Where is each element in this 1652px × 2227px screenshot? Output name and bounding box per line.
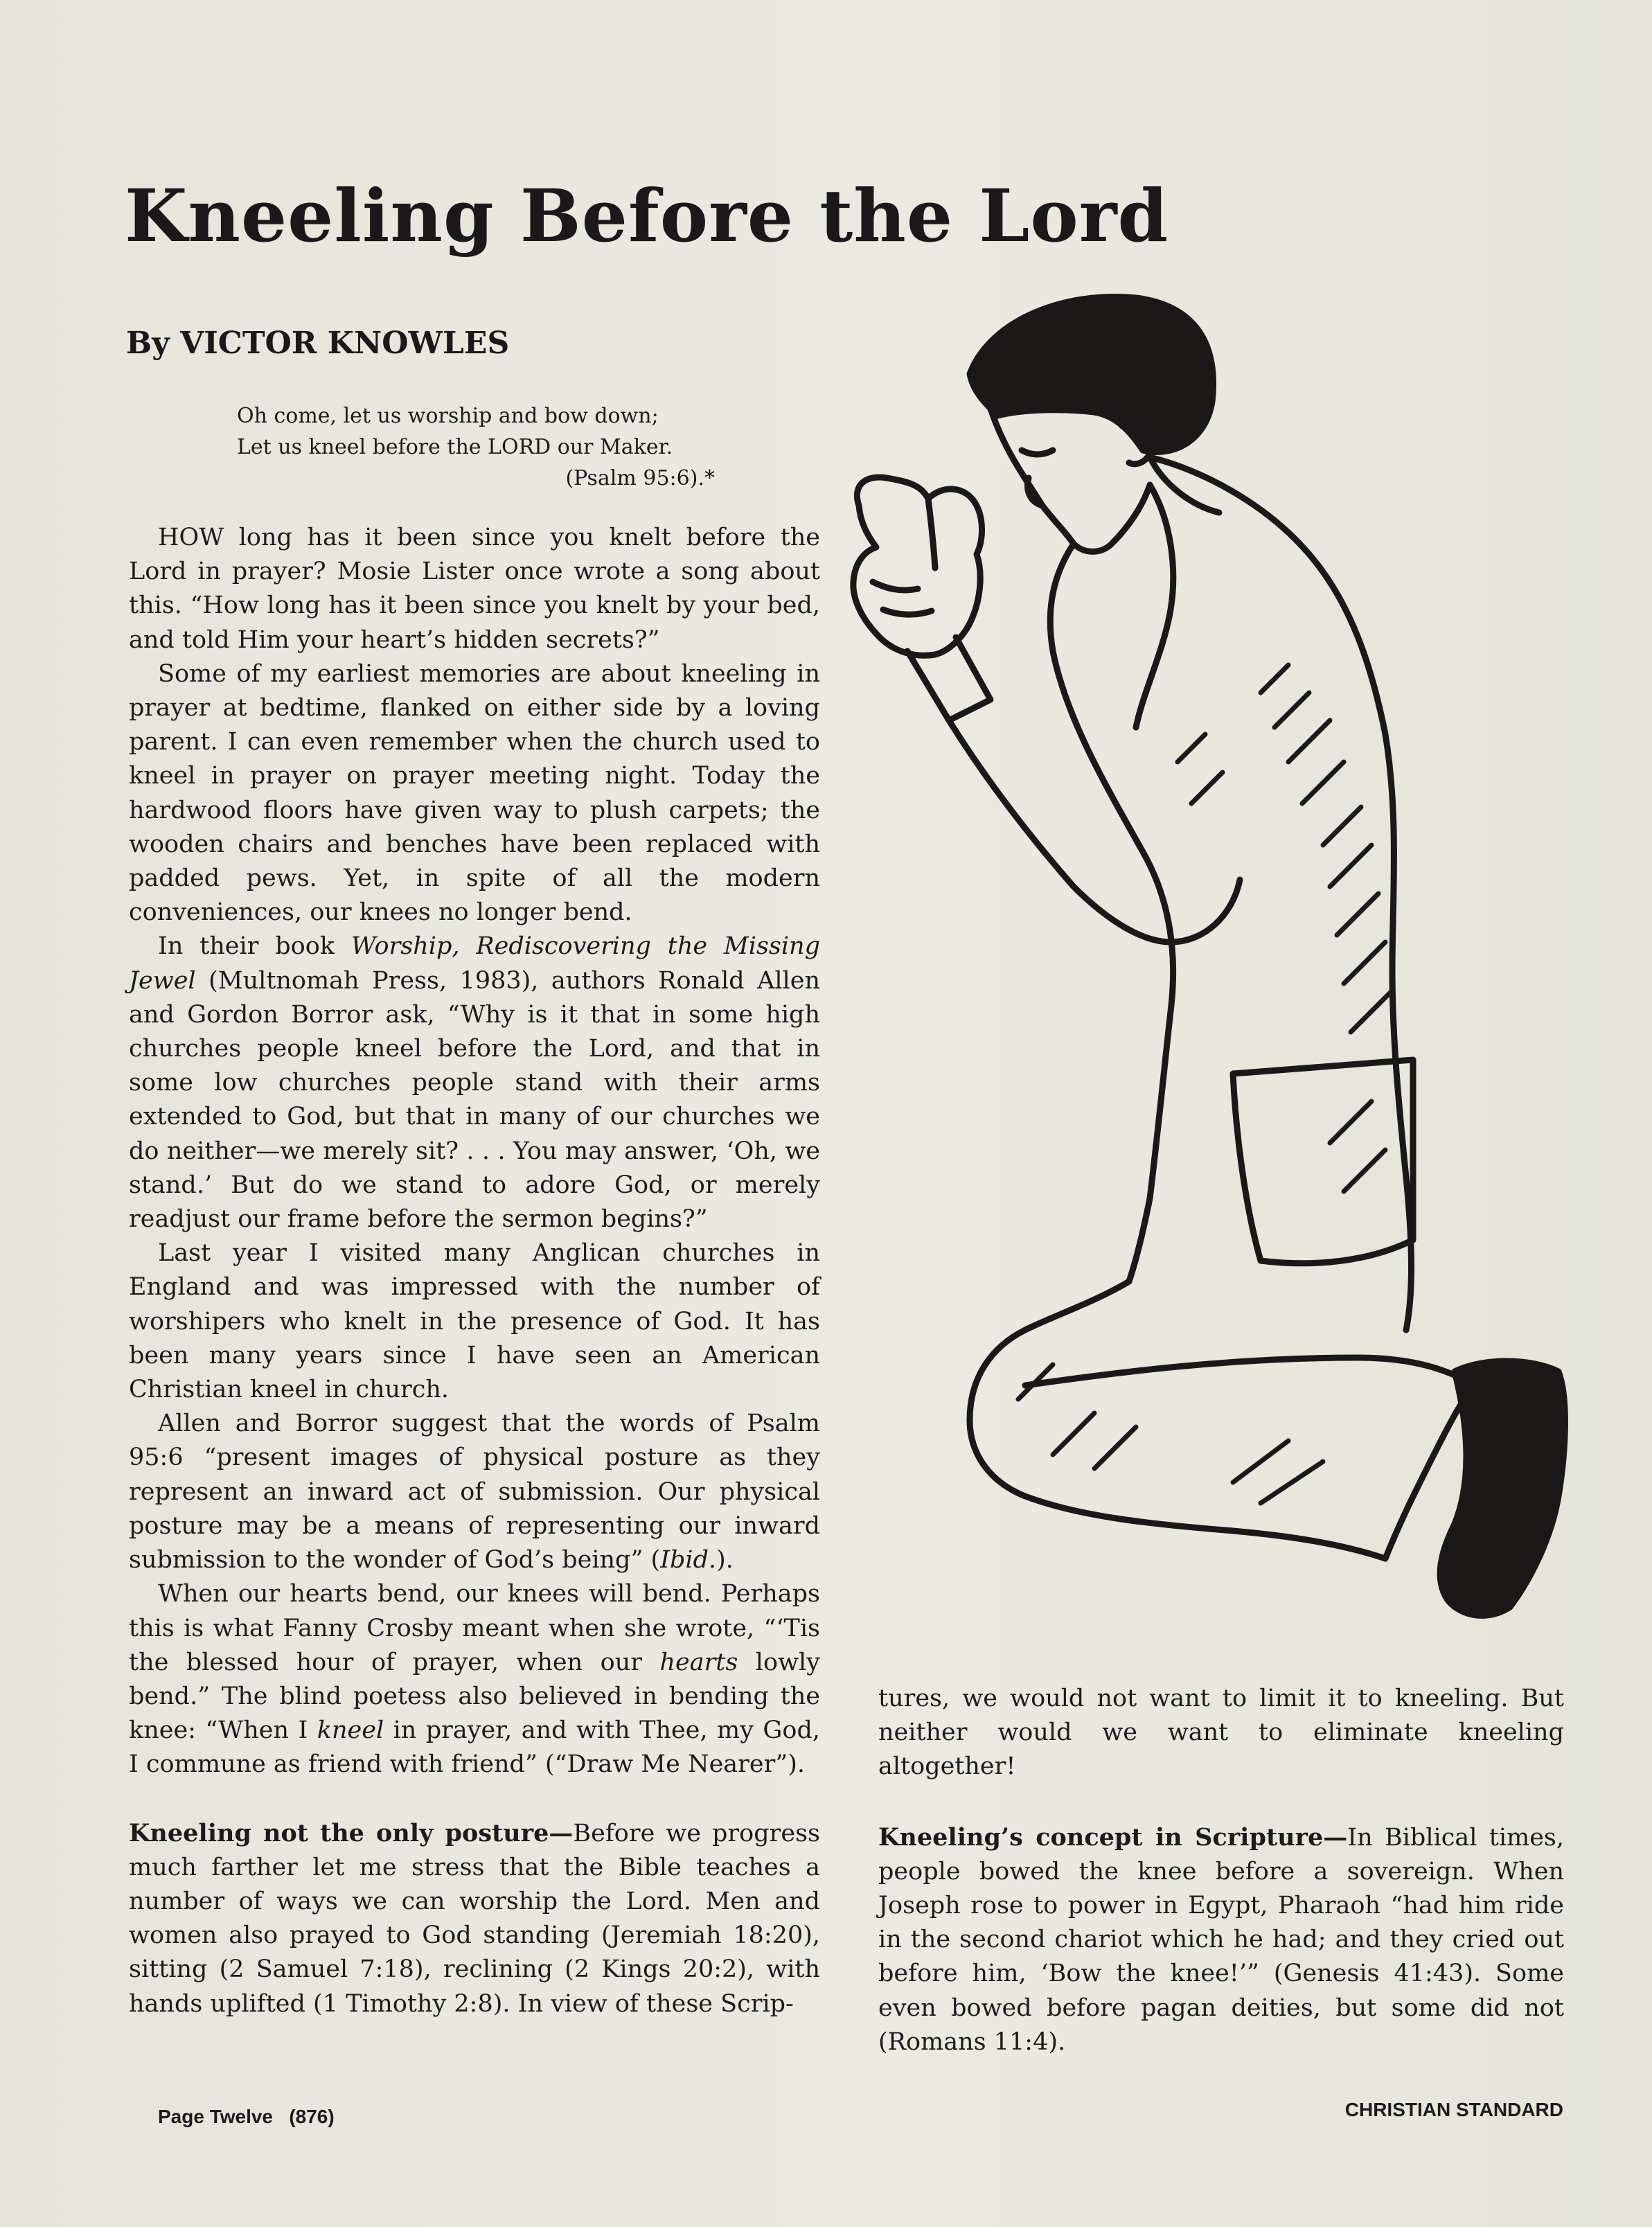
ibid: Ibid. <box>660 1546 717 1574</box>
sleeve <box>949 720 1240 942</box>
p3-before: In their book <box>158 932 351 961</box>
jacket-pocket <box>1233 1060 1413 1263</box>
epigraph <box>237 400 722 494</box>
paragraph-6 <box>129 1577 820 1782</box>
section-body-posture: Before we progress much farther let me stress that the Bible teaches a number of ways we can worship the Lord. Men and women also prayed to God standing (Jeremiah 18:20), sitting (2 Samuel 7:18), reclining (2 Kings 20:2), with hands uplifted (1 Timothy 2:8). In view of these Scrip- <box>129 1819 821 2018</box>
left-column <box>129 521 820 2021</box>
lapel <box>1136 485 1173 727</box>
article-title: Kneeling Before the Lord <box>125 173 1169 258</box>
paragraph-3 <box>129 930 820 1236</box>
epigraph-citation: (Psalm 95:6).* <box>565 466 715 490</box>
p3-after: (Multnomah Press, 1983), authors Ronald Allen and Gordon Borror ask, “Why is it that in some high churches people kneel before the Lord, and that in some low churches people stand with their arms extended to God, but that in many of our churches we do neither—we merely sit? . . . You may answer, ‘Oh, we stand.’ But do we stand to adore God, or merely readjust our frame before the sermon begins?” <box>129 966 820 1234</box>
kneeling-man-illustration <box>845 277 1572 1669</box>
section-heading-posture: Kneeling not the only posture— <box>129 1818 574 1847</box>
section-posture <box>129 1816 820 2021</box>
epigraph-line-2: Let us kneel before the LORD our Maker. <box>237 435 673 459</box>
paragraph-1: HOW long has it been since you knelt before the Lord in prayer? Mosie Lister once wrote a song about this. “How long has it been since you knelt by your bed, and told Him your heart’s hidden secrets?” <box>129 524 820 654</box>
epigraph-line-1: Oh come, let us worship and bow down; <box>237 404 659 428</box>
continuation-paragraph: tures, we would not want to limit it to kneeling. But neither would we want to eliminate kneeling altogether! <box>878 1685 1564 1781</box>
shoe <box>1440 1361 1565 1615</box>
p5-after: ). <box>716 1546 734 1574</box>
p6-a: When our hearts bend, our knees will bend. Perhaps this is what Fanny Crosby meant when she wrote, “‘Tis the blessed hour of prayer, when our <box>129 1580 820 1676</box>
byline: By VICTOR KNOWLES <box>126 326 510 361</box>
jacket-back <box>1150 457 1412 1330</box>
p5-before: Allen and Borror suggest that the words of Psalm 95:6 “present images of physical posture as they represent an inward act of submission. Our physical posture may be a means of representing our inward submission to the wonder of God’s being” ( <box>129 1410 820 1574</box>
trouser-seam <box>1025 1358 1462 1385</box>
paragraph-2: Some of my earliest memories are about kneeling in prayer at bedtime, flanked on either side by a loving parent. I can even remember when the church used to kneel in prayer on prayer meeting night. Today the hardwood floors have given way to plush carpets; the wooden chairs and benches have been replaced with padded pews. Yet, in spite of all the modern conveniences, our knees no longer bend. <box>129 659 820 927</box>
hair-shape <box>970 296 1214 452</box>
jacket-front <box>1050 544 1173 1281</box>
paragraph-5 <box>129 1407 820 1577</box>
praying-hands <box>853 477 982 655</box>
p6-hearts: hearts <box>659 1648 738 1676</box>
trouser-top <box>970 1281 1385 1559</box>
section-heading-scripture: Kneeling’s concept in Scripture— <box>878 1822 1348 1852</box>
book-title: Worship, Rediscovering the Missing Jewel <box>129 932 821 995</box>
page-number: Page Twelve (876) <box>158 2106 335 2127</box>
finger-lines <box>873 499 935 614</box>
right-column <box>878 1682 1564 2059</box>
eye-line <box>1022 450 1053 454</box>
publication-name: CHRISTIAN STANDARD <box>1344 2099 1563 2120</box>
section-scripture <box>878 1820 1564 2059</box>
p6-kneel: kneel <box>317 1716 384 1745</box>
p6-b: lowly bend.” The blind poetess also believed in bending the knee: “When I <box>129 1648 820 1745</box>
paragraph-4: Last year I visited many Anglican churches in England and was impressed with the number of worshipers who knelt in the presence of God. It has been many years since I have seen an American Christian kneel in church. <box>129 1239 820 1404</box>
p6-c: in prayer, and with Thee, my God, I commune as friend with friend” (“Draw Me Nearer”). <box>129 1716 820 1779</box>
section-body-scripture: In Biblical times, people bowed the knee before a sovereign. When Joseph rose to power in Egypt, Pharaoh “had him ride in the second chariot which he had; and they cried out before him, ‘Bow the knee!’” (Genesis 41:43). Some even bowed before pagan deities, but some did not (Romans 11:4). <box>878 1823 1565 2056</box>
